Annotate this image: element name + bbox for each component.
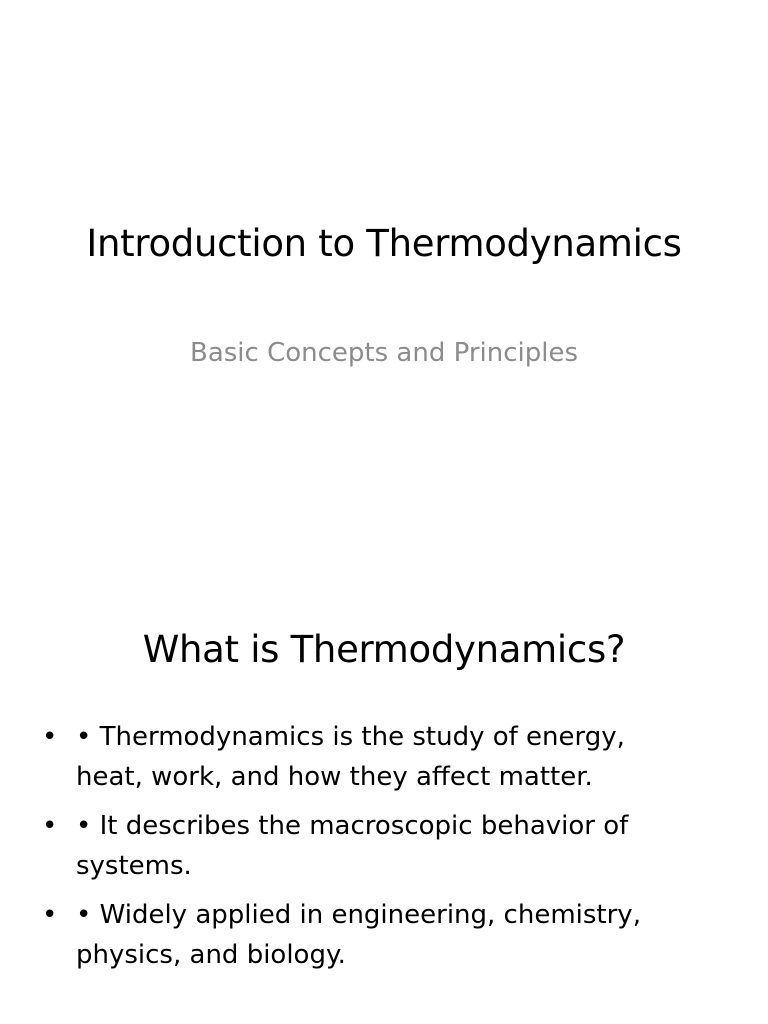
- bullet-marker: •: [42, 811, 58, 841]
- bullet-text: • It describes the macroscopic behavior of systems.: [76, 811, 629, 881]
- bullet-list: [38, 717, 698, 984]
- bullet-item: [38, 806, 698, 886]
- bullet-text: • Thermodynamics is the study of energy, heat, work, and how they affect matter.: [76, 722, 625, 792]
- bullet-marker: •: [42, 900, 58, 930]
- content-slide: [0, 512, 768, 1024]
- bullet-marker: •: [42, 722, 58, 752]
- bullet-text: • Widely applied in engineering, chemistry, physics, and biology.: [76, 900, 641, 970]
- slide-title: Introduction to Thermodynamics: [86, 222, 682, 265]
- bullet-item: [38, 895, 698, 975]
- slide-subtitle: Basic Concepts and Principles: [189, 338, 579, 368]
- slide-title: What is Thermodynamics?: [142, 628, 626, 671]
- bullet-item: [38, 717, 698, 797]
